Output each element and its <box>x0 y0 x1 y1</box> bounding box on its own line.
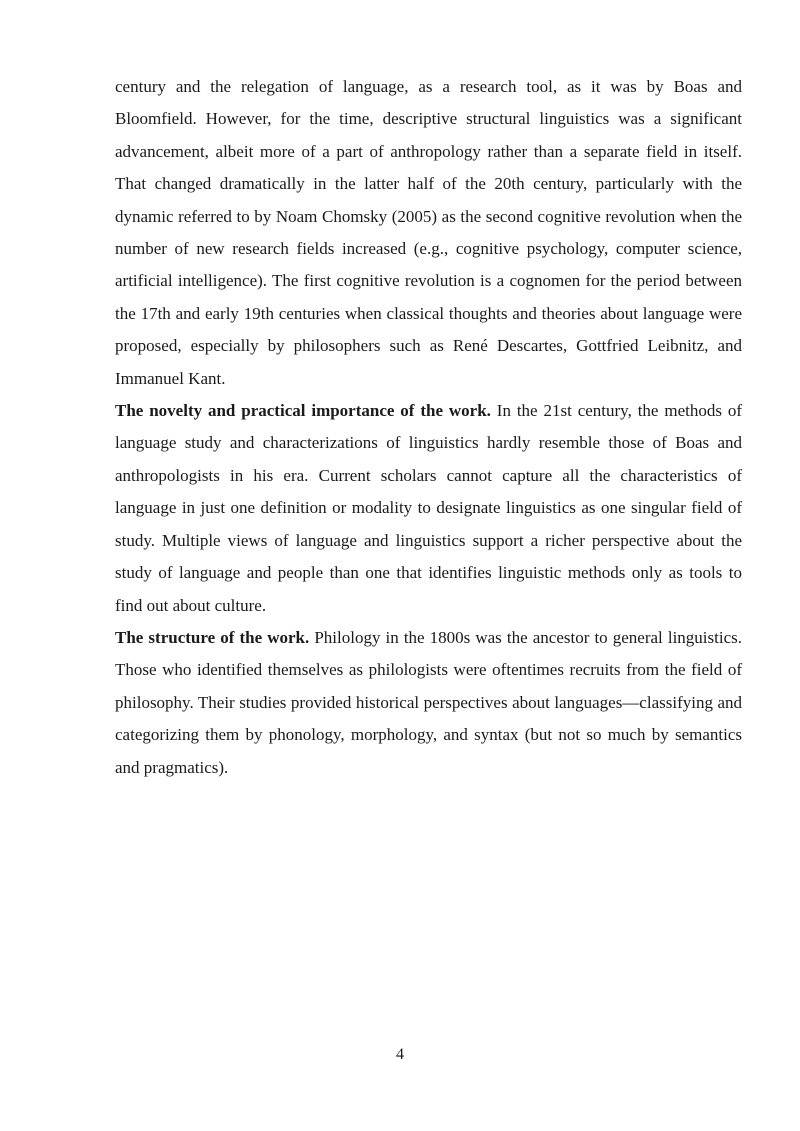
paragraph-continuation <box>115 71 742 395</box>
section-heading-novelty: The novelty and practical importance of the work. <box>115 401 491 421</box>
section-heading-structure: The structure of the work. <box>115 627 310 647</box>
paragraph-structure <box>115 622 742 784</box>
paragraph-novelty <box>115 395 742 622</box>
body-text <box>115 71 742 784</box>
paragraph-text: Philology in the 1800s was the ancestor to general linguistics. Those who identified themselves as philologists were oftentimes recruits from the field of philosophy. Their studies provided historical perspectives about languages—classifying and categorizing them by phonology, morphology, and syntax (but not so much by semantics and pragmatics). <box>115 627 742 777</box>
paragraph-text: century and the relegation of language, as a research tool, as it was by Boas and Bloomfield. However, for the time, descriptive structural linguistics was a significant advancement, albeit more of a part of anthropology rather than a separate field in itself. That changed dramatically in the latter half of the 20th century, particularly with the dynamic referred to by Noam Chomsky (2005) as the second cognitive revolution when the number of new research fields increased (e.g., cognitive psychology, computer science, artificial intelligence). The first cognitive revolution is a cognomen for the period between the 17th and early 19th centuries when classical thoughts and theories about language were proposed, especially by philosophers such as René Descartes, Gottfried Leibnitz, and Immanuel Kant. <box>115 77 742 388</box>
paragraph-text: In the 21st century, the methods of language study and characterizations of linguistics hardly resemble those of Boas and anthropologists in his era. Current scholars cannot capture all the characteristics of language in just one definition or modality to designate linguistics as one singular field of study. Multiple views of language and linguistics support a richer perspective about the study of language and people than one that identifies linguistic methods only as tools to find out about culture. <box>115 401 742 615</box>
page-number: 4 <box>396 1046 404 1063</box>
